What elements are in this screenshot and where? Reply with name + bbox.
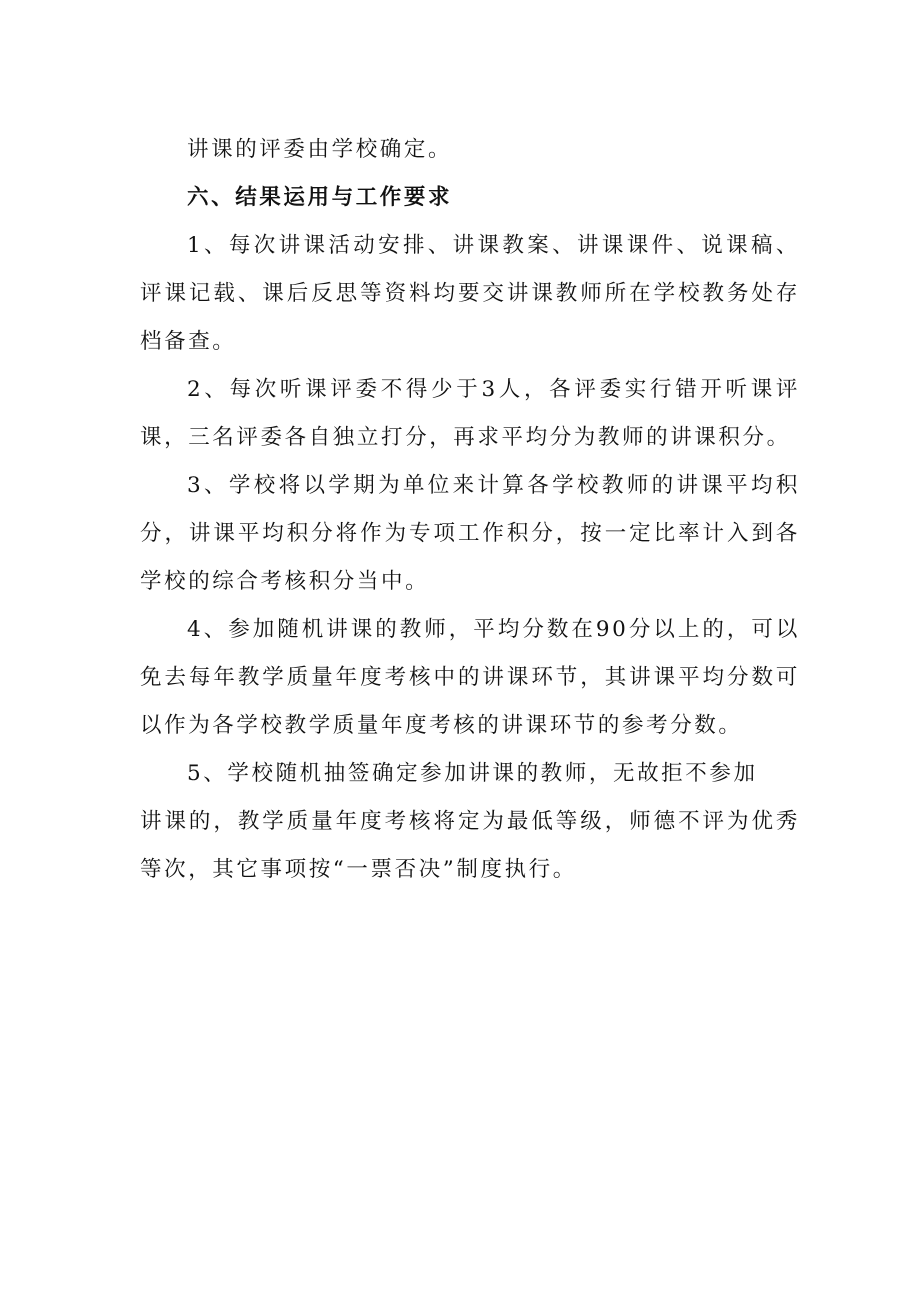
list-item-5 [140, 750, 800, 894]
list-item: 1、每次讲课活动安排、讲课教案、讲课课件、说课稿、评课记载、课后反思等资料均要交讲课教师所在学校教务处存档备查。 [140, 233, 800, 354]
list-item-5-continuation: 讲课的，教学质量年度考核将定为最低等级，师德不评为优秀等次，其它事项按“一票否决”制度执行。 [140, 809, 800, 882]
intro-paragraph: 讲课的评委由学校确定。 [187, 137, 453, 162]
list-item-5-first-line: 5、学校随机抽签确定参加讲课的教师，无故拒不参加 [187, 761, 758, 786]
list-item: 4、参加随机讲课的教师，平均分数在90分以上的，可以免去每年教学质量年度考核中的讲课环节，其讲课平均分数可以作为各学校教学质量年度考核的讲课环节的参考分数。 [140, 617, 800, 738]
list-item: 3、学校将以学期为单位来计算各学校教师的讲课平均积分，讲课平均积分将作为专项工作积分，按一定比率计入到各学校的综合考核积分当中。 [140, 473, 800, 594]
document-body [140, 126, 800, 894]
section-heading: 六、结果运用与工作要求 [187, 185, 453, 210]
list-item: 2、每次听课评委不得少于3人，各评委实行错开听课评课，三名评委各自独立打分，再求平均分为教师的讲课积分。 [140, 377, 800, 450]
